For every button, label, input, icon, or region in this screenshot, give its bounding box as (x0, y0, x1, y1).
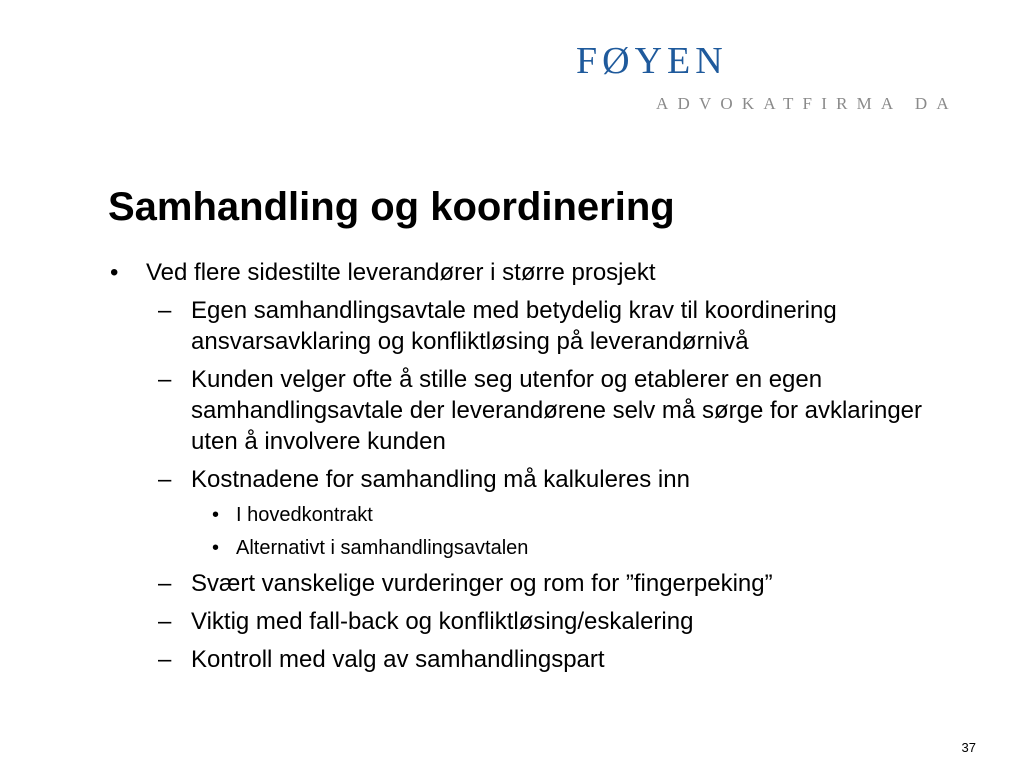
sub-item-text: Kunden velger ofte å stille seg utenfor og etablerer en egen samhandlingsavtale der leverandørene selv må sørge for avklaringer uten å involvere kunden (191, 366, 923, 455)
dash-marker: – (158, 646, 172, 673)
dash-marker: – (158, 466, 172, 493)
page-number: 37 (961, 740, 976, 755)
dash-marker: – (158, 608, 172, 635)
sub-sub-item-text: I hovedkontrakt (236, 504, 373, 526)
bullet-marker: • (110, 259, 119, 286)
sub-item-text: Kostnadene for samhandling må kalkuleres inn (191, 466, 690, 493)
sub-item-text: Kontroll med valg av samhandlingspart (191, 646, 605, 673)
logo-name: FØYEN (576, 40, 728, 82)
sub-sub-item (108, 535, 968, 561)
sub-item (108, 568, 968, 599)
logo-subtitle: ADVOKATFIRMA DA (656, 94, 958, 113)
sub-item-text: Egen samhandlingsavtale med betydelig krav til koordinering ansvarsavklaring og konfliktløsing på leverandørnivå (191, 297, 837, 355)
sub-item (108, 364, 968, 457)
dash-marker: – (158, 297, 172, 324)
sub-sub-item (108, 502, 968, 528)
bullet-text: Ved flere sidestilte leverandører i større prosjekt (146, 259, 656, 286)
slide-title: Samhandling og koordinering (108, 185, 675, 229)
slide-content (108, 257, 968, 675)
bullet-item (108, 257, 968, 288)
bullet-marker: • (212, 537, 220, 559)
sub-item (108, 606, 968, 637)
sub-item (108, 644, 968, 675)
sub-item-text: Viktig med fall-back og konfliktløsing/eskalering (191, 608, 694, 635)
dash-marker: – (158, 570, 172, 597)
bullet-marker: • (212, 504, 220, 526)
sub-item-text: Svært vanskelige vurderinger og rom for ”fingerpeking” (191, 570, 773, 597)
dash-marker: – (158, 366, 172, 393)
sub-sub-item-text: Alternativt i samhandlingsavtalen (236, 537, 529, 559)
sub-item (108, 464, 968, 495)
sub-item (108, 295, 968, 357)
